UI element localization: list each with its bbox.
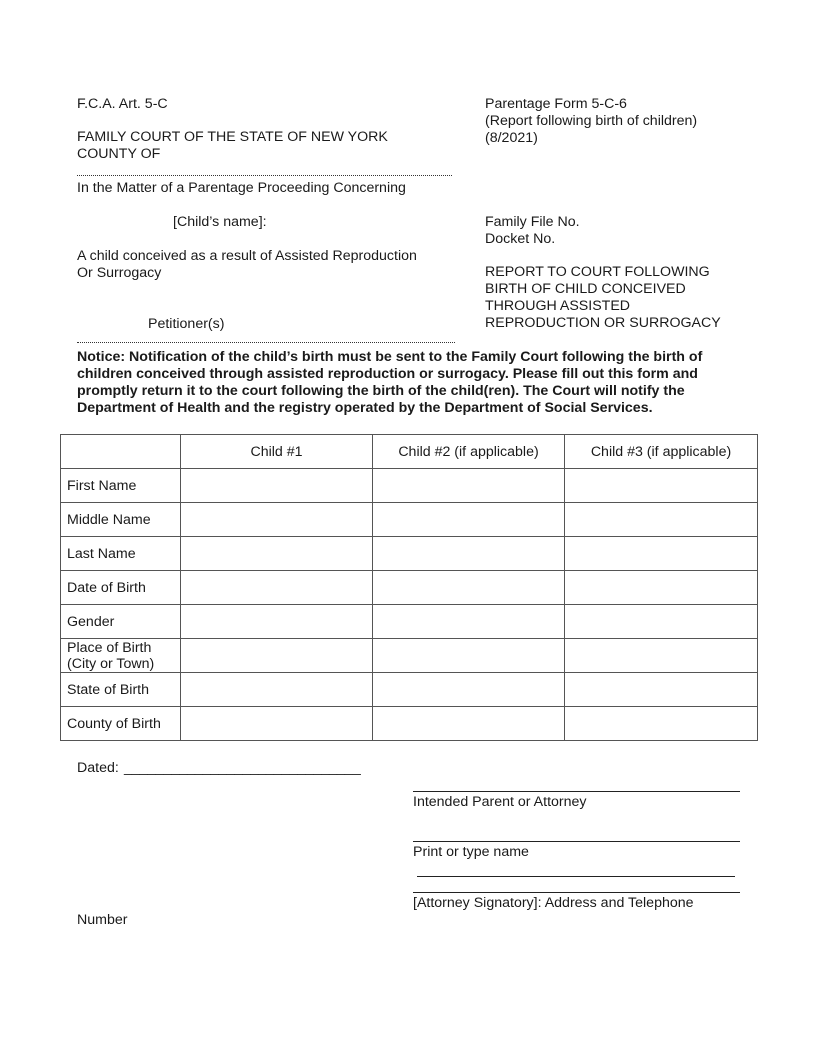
gender-child-2-field[interactable] — [373, 605, 565, 639]
child-details-table — [60, 434, 758, 741]
place-of-birth-child-3-field[interactable] — [565, 639, 758, 673]
table-header-child-1: Child #1 — [181, 435, 373, 469]
state-of-birth-child-1-field[interactable] — [181, 673, 373, 707]
table-row — [61, 605, 758, 639]
date-of-birth-child-1-field[interactable] — [181, 571, 373, 605]
form-subtitle: (Report following birth of children) — [485, 113, 698, 129]
county-of-birth-child-3-field[interactable] — [565, 707, 758, 741]
table-row — [61, 469, 758, 503]
report-title-line2: BIRTH OF CHILD CONCEIVED — [485, 281, 686, 297]
row-label-last-name: Last Name — [61, 537, 181, 571]
table-row — [61, 537, 758, 571]
signature-line-parent[interactable] — [413, 791, 740, 792]
date-of-birth-child-2-field[interactable] — [373, 571, 565, 605]
child-name-label: [Child’s name]: — [173, 214, 267, 230]
middle-name-child-2-field[interactable] — [373, 503, 565, 537]
state-of-birth-child-2-field[interactable] — [373, 673, 565, 707]
table-header-child-3: Child #3 (if applicable) — [565, 435, 758, 469]
county-of-birth-child-1-field[interactable] — [181, 707, 373, 741]
form-date: (8/2021) — [485, 130, 538, 146]
form-name: Parentage Form 5-C-6 — [485, 96, 627, 112]
first-name-child-1-field[interactable] — [181, 469, 373, 503]
table-row — [61, 639, 758, 673]
middle-name-child-3-field[interactable] — [565, 503, 758, 537]
place-of-birth-child-2-field[interactable] — [373, 639, 565, 673]
report-title-line4: REPRODUCTION OR SURROGACY — [485, 315, 721, 331]
last-name-child-3-field[interactable] — [565, 537, 758, 571]
row-label-first-name: First Name — [61, 469, 181, 503]
county-of-birth-child-2-field[interactable] — [373, 707, 565, 741]
table-header-child-2: Child #2 (if applicable) — [373, 435, 565, 469]
row-label-gender: Gender — [61, 605, 181, 639]
address-line-2[interactable] — [413, 892, 740, 893]
gender-child-3-field[interactable] — [565, 605, 758, 639]
report-title-line3: THROUGH ASSISTED — [485, 298, 631, 314]
child-description-line2: Or Surrogacy — [77, 265, 162, 281]
caption-divider-top — [77, 175, 452, 176]
place-of-birth-child-1-field[interactable] — [181, 639, 373, 673]
place-of-birth-line2: (City or Town) — [67, 655, 155, 672]
print-name-label: Print or type name — [413, 844, 529, 860]
county-label: COUNTY OF — [77, 146, 161, 162]
address-line-1[interactable] — [417, 876, 735, 877]
first-name-child-3-field[interactable] — [565, 469, 758, 503]
child-description-line1: A child conceived as a result of Assisted Reproduction — [77, 248, 417, 264]
row-label-place-of-birth — [61, 639, 181, 673]
state-of-birth-child-3-field[interactable] — [565, 673, 758, 707]
court-name: FAMILY COURT OF THE STATE OF NEW YORK — [77, 129, 388, 145]
gender-child-1-field[interactable] — [181, 605, 373, 639]
place-of-birth-line1: Place of Birth — [67, 639, 152, 656]
last-name-child-1-field[interactable] — [181, 537, 373, 571]
first-name-child-2-field[interactable] — [373, 469, 565, 503]
attorney-signatory-label: [Attorney Signatory]: Address and Telephone — [413, 895, 694, 911]
table-header-empty — [61, 435, 181, 469]
middle-name-child-1-field[interactable] — [181, 503, 373, 537]
matter-caption: In the Matter of a Parentage Proceeding Concerning — [77, 180, 406, 196]
row-label-date-of-birth: Date of Birth — [61, 571, 181, 605]
petitioner-label: Petitioner(s) — [148, 316, 225, 332]
form-article: F.C.A. Art. 5-C — [77, 96, 168, 112]
dated-label: Dated: — [77, 760, 119, 776]
number-label: Number — [77, 912, 128, 928]
last-name-child-2-field[interactable] — [373, 537, 565, 571]
report-title-line1: REPORT TO COURT FOLLOWING — [485, 264, 710, 280]
table-row — [61, 673, 758, 707]
row-label-county-of-birth: County of Birth — [61, 707, 181, 741]
table-header-row — [61, 435, 758, 469]
row-label-state-of-birth: State of Birth — [61, 673, 181, 707]
dated-field[interactable]: ______________________________ — [124, 760, 361, 776]
table-row — [61, 503, 758, 537]
signature-line-print-name[interactable] — [413, 841, 740, 842]
table-row — [61, 571, 758, 605]
date-of-birth-child-3-field[interactable] — [565, 571, 758, 605]
caption-divider-bottom — [77, 342, 455, 343]
table-row — [61, 707, 758, 741]
intended-parent-label: Intended Parent or Attorney — [413, 794, 587, 810]
row-label-middle-name: Middle Name — [61, 503, 181, 537]
family-file-label: Family File No. — [485, 214, 580, 230]
docket-label: Docket No. — [485, 231, 556, 247]
notice-text: Notice: Notification of the child’s birth must be sent to the Family Court following the birth of children conceived through assisted reproduction or surrogacy. Please fill out this form and promptly return it to the court following the birth of the child(ren). The Court will notify the Department of Health and the registry operated by the Department of Social Services. — [77, 349, 703, 416]
